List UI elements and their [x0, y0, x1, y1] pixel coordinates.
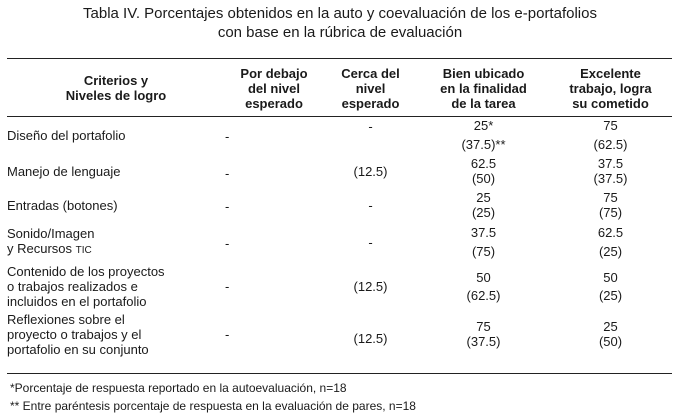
well-cell: 50 (62.5): [466, 269, 501, 303]
caption-line-1: Tabla IV. Porcentajes obtenidos en la auto y coevaluación de los e-portafolios: [83, 5, 597, 22]
criteria-cell: Reflexiones sobre el proyecto o trabajos y el portafolio en su conjunto: [7, 311, 149, 357]
below-cell: -: [225, 129, 230, 144]
header-near-level: Cerca del nivel esperado: [341, 65, 400, 111]
criteria-cell: Entradas (botones): [7, 197, 118, 213]
excellent-cell: 62.5 (25): [597, 225, 624, 259]
below-cell: -: [225, 198, 230, 214]
excellent-cell: 75 (62.5): [593, 118, 628, 152]
header-excellent: Excelente trabajo, logra su cometido: [569, 65, 652, 111]
excellent-cell: 37.5 (37.5): [593, 156, 628, 186]
criteria-cell: Diseño del portafolio: [7, 127, 126, 143]
table-row: [7, 310, 672, 358]
table-row: [7, 116, 672, 154]
header-below-level: Por debajo del nivel esperado: [240, 65, 308, 111]
well-cell: 25 (25): [471, 190, 496, 220]
bottom-rule: [7, 373, 672, 374]
criteria-cell: Manejo de lenguaje: [7, 163, 121, 179]
near-cell: -: [368, 119, 373, 134]
header-row: [7, 60, 672, 116]
table-caption: [0, 4, 680, 42]
evaluation-table: [7, 60, 672, 358]
excellent-cell: 25 (50): [598, 319, 623, 349]
footnote-self-evaluation: *Porcentaje de respuesta reportado en la autoevaluación, n=18: [10, 381, 347, 395]
below-cell: -: [225, 279, 230, 294]
tic-label: TIC: [75, 245, 92, 256]
near-cell: -: [368, 234, 373, 250]
below-cell: -: [225, 235, 230, 251]
near-cell: (12.5): [353, 278, 388, 294]
excellent-cell: 75 (75): [598, 190, 623, 220]
well-cell: 37.5 (75): [470, 225, 497, 259]
table-row: [7, 262, 672, 310]
well-cell: 62.5 (50): [470, 156, 497, 186]
table-row: [7, 188, 672, 222]
header-criteria: Criterios y Niveles de logro: [65, 73, 167, 103]
well-cell: 25* (37.5)**: [461, 118, 506, 152]
footnote-peer-evaluation: ** Entre paréntesis porcentaje de respuesta en la evaluación de pares, n=18: [10, 399, 416, 413]
near-cell: -: [368, 197, 373, 213]
table-row: [7, 222, 672, 262]
near-cell: (12.5): [353, 163, 388, 179]
near-cell: (12.5): [353, 330, 388, 346]
table-row: [7, 154, 672, 188]
below-cell: -: [225, 327, 230, 342]
header-well-placed: Bien ubicado en la finalidad de la tarea: [440, 65, 527, 111]
top-rule: [7, 58, 672, 59]
well-cell: 75 (37.5): [466, 319, 501, 349]
criteria-cell: Sonido/Imagen y Recursos TIC: [7, 226, 95, 256]
criteria-cell: Contenido de los proyectos o trabajos realizados e incluidos en el portafolio: [7, 263, 165, 309]
caption-line-2: con base en la rúbrica de evaluación: [217, 24, 463, 41]
excellent-cell: 50 (25): [598, 269, 623, 303]
below-cell: -: [225, 165, 230, 181]
